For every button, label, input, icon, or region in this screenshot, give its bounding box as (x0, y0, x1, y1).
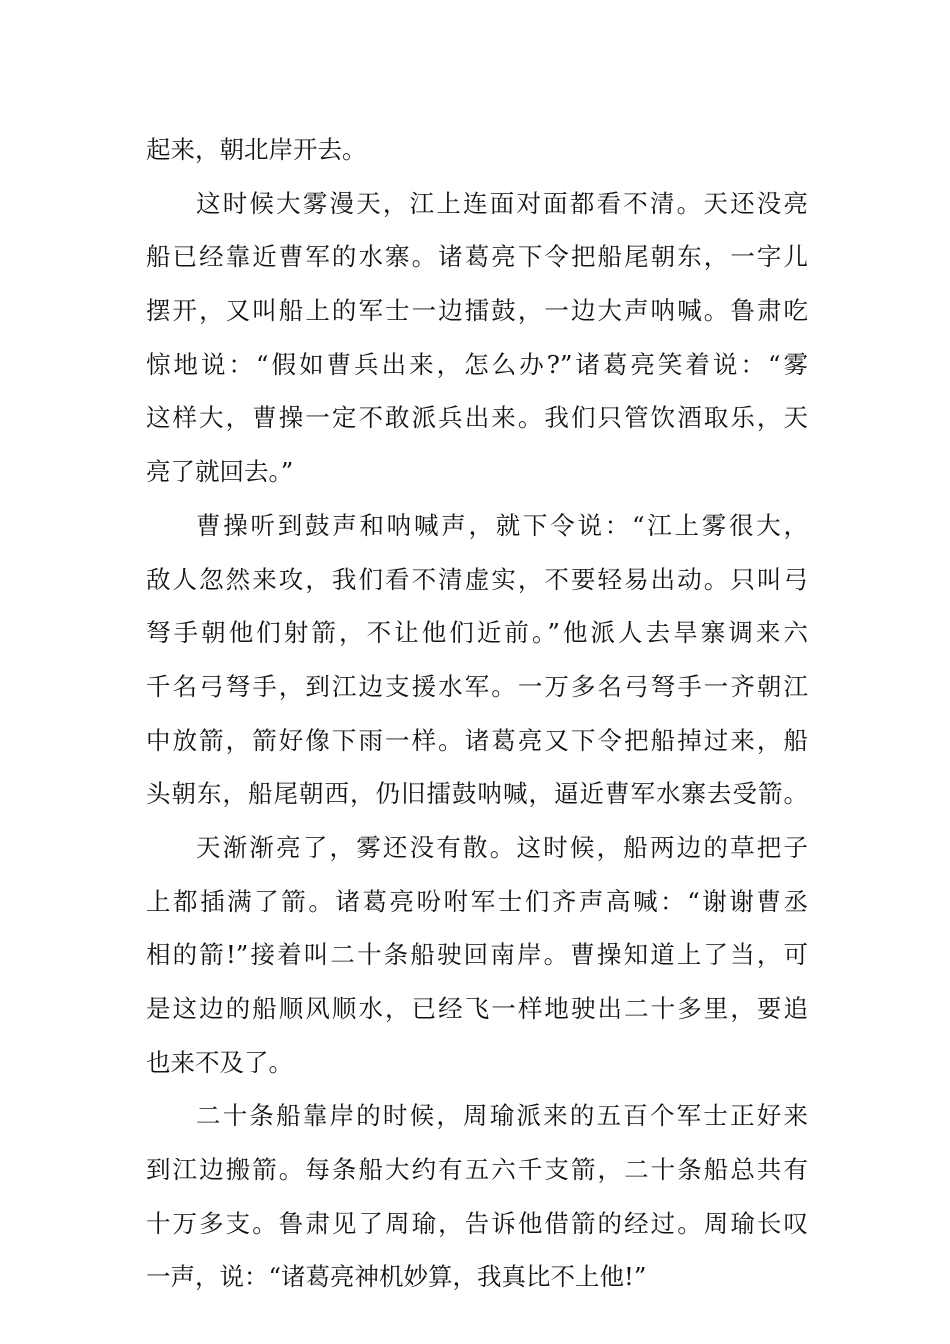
text-line: 惊地说：“假如曹兵出来，怎么办?”诸葛亮笑着说：“雾 (146, 349, 808, 379)
text-line: 到江边搬箭。每条船大约有五六千支箭，二十条船总共有 (146, 1155, 808, 1185)
text-line: 敌人忽然来攻，我们看不清虚实，不要轻易出动。只叫弓 (146, 564, 808, 594)
text-line: 天渐渐亮了，雾还没有散。这时候，船两边的草把子 (196, 832, 808, 862)
text-line: 千名弓弩手，到江边支援水军。一万多名弓弩手一齐朝江 (146, 671, 808, 701)
text-line: 相的箭!”接着叫二十条船驶回南岸。曹操知道上了当，可 (146, 940, 808, 970)
text-line: 曹操听到鼓声和呐喊声，就下令说：“江上雾很大， (196, 510, 808, 540)
text-line: 船已经靠近曹军的水寨。诸葛亮下令把船尾朝东，一字儿 (146, 242, 808, 272)
text-line: 弩手朝他们射箭，不让他们近前。”他派人去旱寨调来六 (146, 618, 808, 648)
text-line: 起来，朝北岸开去。 (146, 135, 367, 164)
text-line: 上都插满了箭。诸葛亮吩咐军士们齐声高喊：“谢谢曹丞 (146, 886, 808, 916)
text-line: 十万多支。鲁肃见了周瑜，告诉他借箭的经过。周瑜长叹 (146, 1208, 808, 1238)
text-line: 一声，说：“诸葛亮神机妙算，我真比不上他!” (146, 1262, 647, 1292)
text-line: 摆开，又叫船上的军士一边擂鼓，一边大声呐喊。鲁肃吃 (146, 296, 808, 326)
text-line: 也来不及了。 (146, 1047, 293, 1077)
text-line: 这样大，曹操一定不敢派兵出来。我们只管饮酒取乐，天 (146, 403, 808, 433)
text-line: 中放箭，箭好像下雨一样。诸葛亮又下令把船掉过来，船 (146, 725, 808, 755)
text-line: 二十条船靠岸的时候，周瑜派来的五百个军士正好来 (196, 1101, 808, 1131)
text-line: 是这边的船顺风顺水，已经飞一样地驶出二十多里，要追 (146, 994, 808, 1023)
body-text (146, 123, 808, 1304)
text-line: 头朝东，船尾朝西，仍旧擂鼓呐喊，逼近曹军水寨去受箭。 (146, 779, 808, 809)
text-line: 这时候大雾漫天，江上连面对面都看不清。天还没亮 (196, 188, 808, 218)
text-line: 亮了就回去。” (146, 457, 294, 487)
